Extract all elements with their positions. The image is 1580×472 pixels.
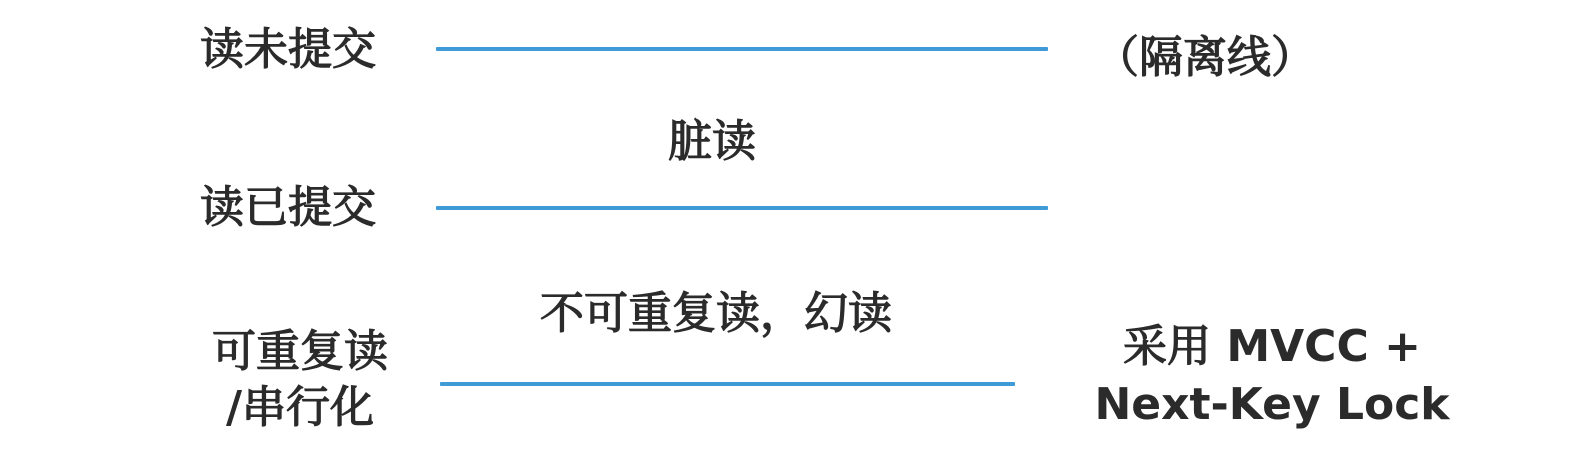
isolation-separator-line-2 — [436, 206, 1048, 210]
anomaly-dirty-read: 脏读 — [668, 116, 756, 167]
level-repeatable-read-line2: /串行化 — [225, 382, 375, 433]
level-repeatable-read-serializable — [205, 324, 395, 436]
mvcc-note-line2: Next-Key Lock — [1094, 379, 1450, 430]
isolation-separator-line-3 — [440, 382, 1015, 386]
mvcc-note-line1: 采用 MVCC + — [1123, 321, 1421, 372]
level-read-committed: 读已提交 — [200, 182, 376, 233]
mvcc-note — [1092, 318, 1452, 434]
isolation-separator-line-1 — [436, 47, 1048, 51]
level-read-uncommitted: 读未提交 — [200, 24, 376, 75]
isolation-line-note: （隔离线） — [1095, 32, 1315, 83]
level-repeatable-read-line1: 可重复读 — [212, 326, 388, 377]
anomaly-nonrepeatable-phantom: 不可重复读，幻读 — [540, 288, 892, 339]
